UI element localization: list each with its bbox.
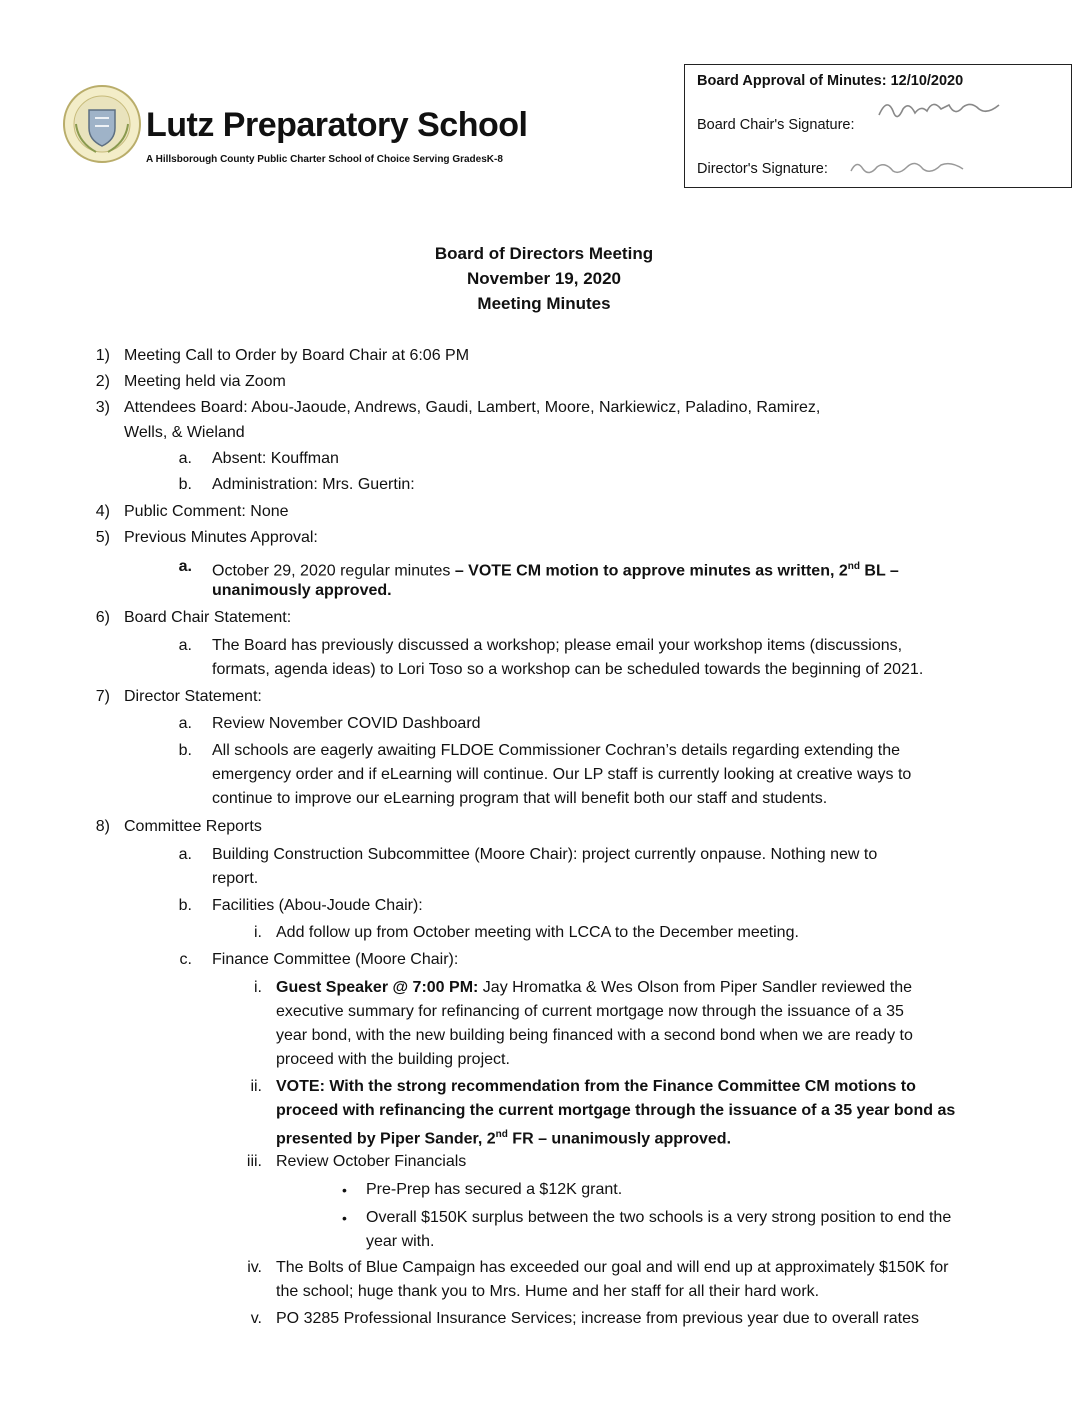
list-marker: a. — [178, 637, 192, 654]
list-item-continued: the school; huge thank you to Mrs. Hume and her staff for all their hard work. — [276, 1283, 820, 1300]
list-item: Meeting Call to Order by Board Chair at 6:06 PM — [124, 347, 470, 364]
heading-title: Board of Directors Meeting — [434, 244, 654, 263]
list-item: Public Comment: None — [124, 503, 289, 520]
list-item: Overall $150K surplus between the two schools is a very strong position to end the — [366, 1209, 952, 1226]
list-marker: v. — [250, 1310, 262, 1327]
guest-speaker-label: Guest Speaker @ 7:00 PM: — [276, 979, 479, 996]
vote-text-plain: October 29, 2020 regular minutes — [212, 562, 455, 580]
list-item: PO 3285 Professional Insurance Services; increase from previous year due to overall rates — [276, 1310, 919, 1327]
list-item: Review October Financials — [276, 1153, 467, 1170]
list-marker: a. — [178, 715, 192, 732]
heading-subtitle: Meeting Minutes — [477, 294, 611, 313]
list-item-continued: year with. — [366, 1233, 435, 1250]
list-marker: b. — [178, 897, 192, 914]
list-item: The Bolts of Blue Campaign has exceeded our goal and will end up at approximately $150K for — [276, 1259, 949, 1276]
bullet-icon: • — [342, 1210, 347, 1226]
list-item: Building Construction Subcommittee (Moore Chair): project currently onpause. Nothing new to — [212, 846, 878, 863]
list-marker: b. — [178, 476, 192, 493]
list-item: VOTE: With the strong recommendation from the Finance Committee CM motions to — [276, 1078, 916, 1095]
list-item: Finance Committee (Moore Chair): — [212, 951, 459, 968]
list-item: Previous Minutes Approval: — [124, 529, 318, 546]
director-signature-label: Director's Signature: — [697, 161, 828, 177]
list-item-continued: year bond, with the new building being financed with a second bond when we are ready to — [276, 1027, 913, 1044]
list-marker: 6) — [95, 609, 110, 626]
list-item-continued: Wells, & Wieland — [124, 424, 245, 441]
list-item-continued: continue to improve our eLearning program that will benefit both our staff and students. — [212, 790, 828, 807]
list-item-continued — [276, 1125, 731, 1149]
list-item-continued: proceed with the building project. — [276, 1051, 510, 1068]
list-marker: iii. — [246, 1153, 262, 1170]
list-item: Committee Reports — [124, 818, 262, 835]
list-item: Pre-Prep has secured a $12K grant. — [366, 1181, 623, 1198]
list-item: All schools are eagerly awaiting FLDOE Commissioner Cochran’s details regarding extending the — [212, 742, 901, 759]
list-item: Facilities (Abou-Joude Chair): — [212, 897, 423, 914]
list-marker: b. — [178, 742, 192, 759]
list-item-continued: formats, agenda ideas) to Lori Toso so a workshop can be scheduled towards the beginning of 2021. — [212, 661, 924, 678]
approval-title: Board Approval of Minutes: 12/10/2020 — [697, 73, 964, 89]
ordinal-suffix: nd — [847, 561, 860, 572]
list-item: Review November COVID Dashboard — [212, 715, 481, 732]
vote-text-bold: – VOTE CM motion to approve minutes as written, 2 — [454, 562, 848, 580]
list-item: Meeting held via Zoom — [124, 373, 286, 390]
vote-text-bold: FR – unanimously approved. — [507, 1130, 732, 1148]
vote-text-bold: BL – — [859, 562, 899, 580]
list-marker: 8) — [95, 818, 110, 835]
list-marker: c. — [179, 951, 192, 968]
chair-signature-label: Board Chair's Signature: — [697, 117, 855, 133]
list-marker: 4) — [95, 503, 110, 520]
list-marker: a. — [178, 846, 192, 863]
guest-speaker-text: Jay Hromatka & Wes Olson from Piper Sandler reviewed the — [478, 979, 912, 996]
list-item: Add follow up from October meeting with LCCA to the December meeting. — [276, 924, 799, 941]
list-item: Attendees Board: Abou-Jaoude, Andrews, Gaudi, Lambert, Moore, Narkiewicz, Paladino, Ramirez, — [124, 399, 821, 416]
list-marker: i. — [254, 979, 262, 996]
heading-date: November 19, 2020 — [466, 269, 622, 288]
list-marker: iv. — [247, 1259, 262, 1276]
list-item-continued: unanimously approved. — [212, 582, 392, 599]
list-item: Absent: Kouffman — [212, 450, 339, 467]
list-marker: 7) — [95, 688, 110, 705]
list-marker: 5) — [95, 529, 110, 546]
list-item — [212, 557, 899, 581]
list-item-continued: emergency order and if eLearning will continue. Our LP staff is currently looking at creative ways to — [212, 766, 912, 783]
list-item-continued: report. — [212, 870, 259, 887]
list-marker: 1) — [95, 347, 110, 364]
bullet-icon: • — [342, 1182, 347, 1198]
list-item: Director Statement: — [124, 688, 262, 705]
list-item-continued: proceed with refinancing the current mortgage through the issuance of a 35 year bond as — [276, 1102, 956, 1119]
school-name: Lutz Preparatory School — [146, 106, 528, 144]
list-marker: ii. — [250, 1078, 262, 1095]
vote-text-bold: presented by Piper Sander, 2 — [276, 1130, 496, 1148]
list-item — [276, 978, 912, 998]
list-marker: a. — [178, 558, 192, 575]
list-marker: 2) — [95, 373, 110, 390]
ordinal-suffix: nd — [495, 1129, 508, 1140]
list-item: Administration: Mrs. Guertin: — [212, 476, 415, 493]
list-item-continued: executive summary for refinancing of current mortgage now through the issuance of a 35 — [276, 1003, 904, 1020]
list-item: The Board has previously discussed a workshop; please email your workshop items (discussions, — [212, 637, 903, 654]
list-marker: i. — [254, 924, 262, 941]
school-tagline: A Hillsborough County Public Charter School of Choice Serving GradesK-8 — [146, 154, 503, 165]
list-item: Board Chair Statement: — [124, 609, 292, 626]
list-marker: 3) — [95, 399, 110, 416]
list-marker: a. — [178, 450, 192, 467]
